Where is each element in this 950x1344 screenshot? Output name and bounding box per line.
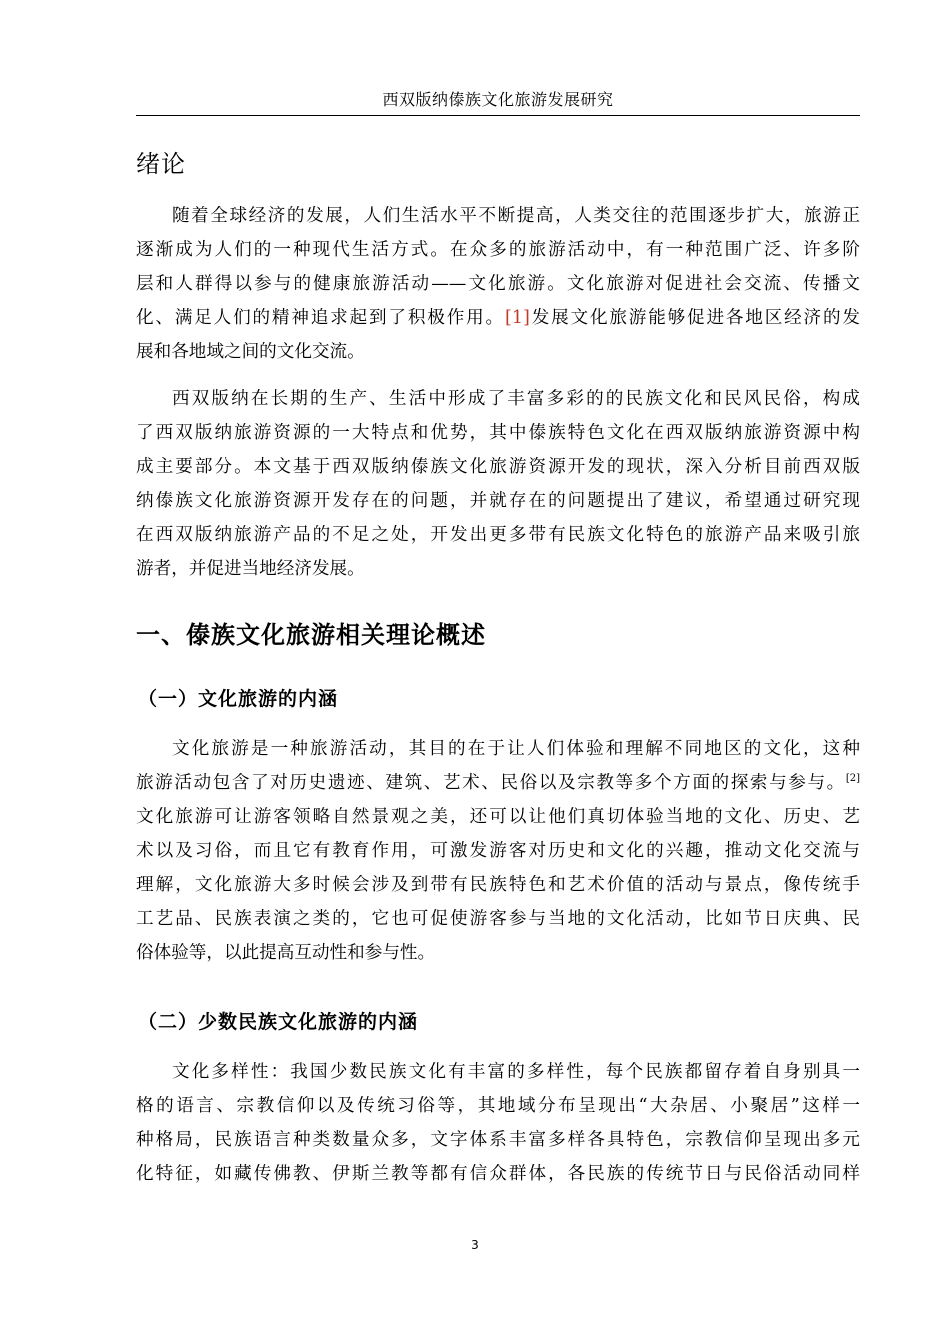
text-segment: 发展文化旅游能够促进各地区经济的发 — [529, 308, 860, 328]
text-line-with-citation — [136, 766, 860, 800]
running-header: 西双版纳傣族文化旅游发展研究 — [382, 90, 614, 109]
text-line-with-citation — [136, 301, 860, 335]
text-line: 随着全球经济的发展，人们生活水平不断提高，人类交往的范围逐步扩大，旅游正 — [172, 206, 860, 226]
paragraph-subsection-1 — [136, 732, 860, 970]
heading-subsection-2: （二）少数民族文化旅游的内涵 — [138, 1011, 419, 1033]
heading-subsection-1: （一）文化旅游的内涵 — [138, 688, 339, 710]
text-line: 成主要部分。本文基于西双版纳傣族文化旅游资源开发的现状，深入分析目前西双版 — [136, 457, 860, 477]
text-line: 逐渐成为人们的一种现代生活方式。在众多的旅游活动中，有一种范围广泛、许多阶 — [136, 240, 860, 260]
text-line: 在西双版纳旅游产品的不足之处，开发出更多带有民族文化特色的旅游产品来吸引旅 — [136, 525, 860, 545]
text-line: 文化旅游是一种旅游活动，其目的在于让人们体验和理解不同地区的文化，这种 — [172, 739, 860, 759]
heading-introduction: 绪论 — [136, 150, 186, 178]
citation-ref-2[interactable]: [2] — [845, 773, 860, 785]
text-line: 游者，并促进当地经济发展。 — [136, 559, 365, 579]
paragraph-subsection-2 — [136, 1055, 860, 1191]
text-line: 化特征，如藏传佛教、伊斯兰教等都有信众群体，各民族的传统节日与民俗活动同样 — [136, 1164, 860, 1184]
text-segment: 化、满足人们的精神追求起到了积极作用。 — [136, 308, 505, 328]
text-line: 展和各地域之间的文化交流。 — [136, 342, 365, 362]
text-line: 理解，文化旅游大多时候会涉及到带有民族特色和艺术价值的活动与景点，像传统手 — [136, 875, 860, 895]
text-line: 文化旅游可让游客领略自然景观之美，还可以让他们真切体验当地的文化、历史、艺 — [136, 807, 860, 827]
paragraph-intro-2 — [136, 382, 860, 586]
paragraph-intro-1 — [136, 199, 860, 369]
text-segment: 旅游活动包含了对历史遗迹、建筑、艺术、民俗以及宗教等多个方面的探索与参与。 — [136, 773, 846, 793]
heading-section-1: 一、傣族文化旅游相关理论概述 — [136, 621, 486, 649]
citation-ref-1[interactable]: [1] — [504, 308, 530, 328]
header-rule — [136, 115, 860, 116]
text-line: 文化多样性：我国少数民族文化有丰富的多样性，每个民族都留存着自身别具一 — [172, 1062, 860, 1082]
text-line: 层和人群得以参与的健康旅游活动——文化旅游。文化旅游对促进社会交流、传播文 — [136, 274, 860, 294]
text-line: 纳傣族文化旅游资源开发存在的问题，并就存在的问题提出了建议，希望通过研究现 — [136, 491, 860, 511]
text-line: 术以及习俗，而且它有教育作用，可激发游客对历史和文化的兴趣，推动文化交流与 — [136, 841, 860, 861]
text-line: 俗体验等，以此提高互动性和参与性。 — [136, 943, 436, 963]
text-line: 格的语言、宗教信仰以及传统习俗等，其地域分布呈现出“大杂居、小聚居”这样一 — [136, 1096, 860, 1116]
text-line: 工艺品、民族表演之类的，它也可促使游客参与当地的文化活动，比如节日庆典、民 — [136, 909, 860, 929]
page-number: 3 — [471, 1238, 479, 1252]
text-line: 种格局，民族语言种类数量众多，文字体系丰富多样各具特色，宗教信仰呈现出多元 — [136, 1130, 860, 1150]
text-line: 西双版纳在长期的生产、生活中形成了丰富多彩的的民族文化和民风民俗，构成 — [172, 389, 860, 409]
text-line: 了西双版纳旅游资源的一大特点和优势，其中傣族特色文化在西双版纳旅游资源中构 — [136, 423, 860, 443]
